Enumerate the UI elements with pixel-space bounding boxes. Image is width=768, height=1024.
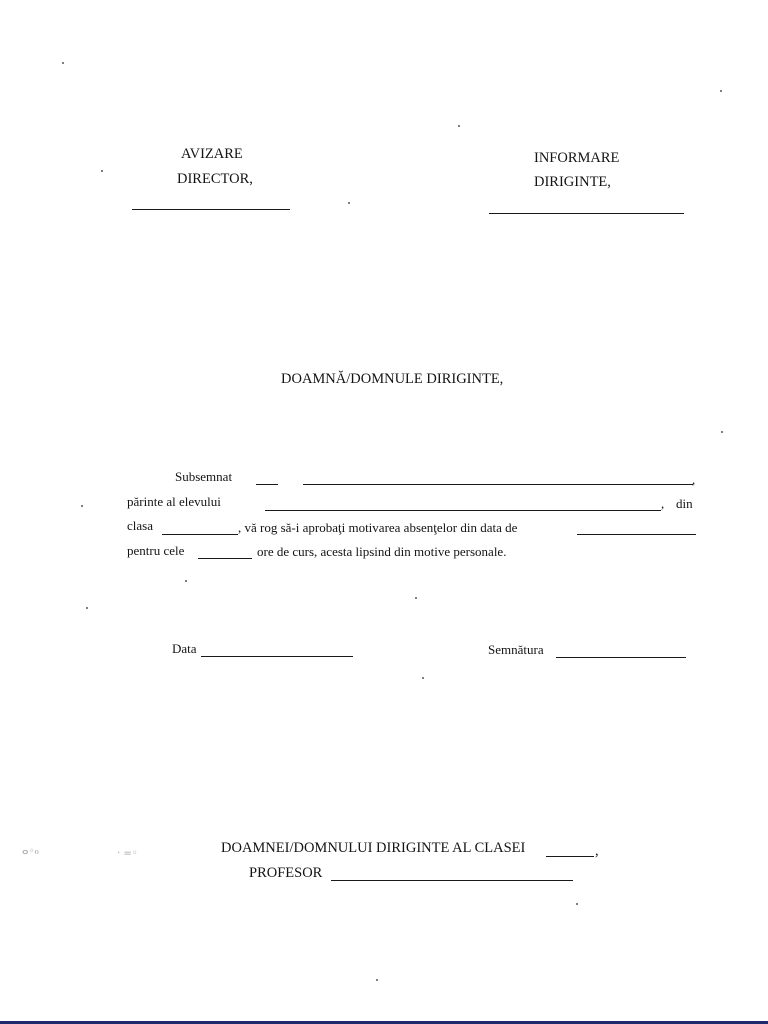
scan-speck xyxy=(376,979,378,981)
elev-name-blank[interactable] xyxy=(265,510,661,511)
subsemnat-short-blank xyxy=(256,484,278,485)
scan-speck xyxy=(576,903,578,905)
scan-speck xyxy=(458,125,460,127)
scan-smudge-mark: · =◦ xyxy=(117,848,138,859)
data-blank[interactable] xyxy=(201,656,353,657)
scan-speck xyxy=(348,202,350,204)
diriginte-label: DIRIGINTE, xyxy=(534,174,611,190)
clasa-label: clasa xyxy=(127,518,153,533)
director-signature-line xyxy=(132,209,290,210)
scan-speck xyxy=(86,607,88,609)
page-title: DOAMNĂ/DOMNULE DIRIGINTE, xyxy=(281,371,504,387)
ore-text: ore de curs, acesta lipsind din motive personale. xyxy=(257,544,507,559)
request-text: , vă rog să-i aprobaţi motivarea absenţelor din data de xyxy=(238,520,518,535)
director-label: DIRECTOR, xyxy=(177,171,253,187)
profesor-label: PROFESOR xyxy=(249,865,323,881)
informare-label: INFORMARE xyxy=(534,150,620,166)
clasa-blank[interactable] xyxy=(162,534,238,535)
date-blank[interactable] xyxy=(577,534,696,535)
semnatura-blank[interactable] xyxy=(556,657,686,658)
subsemnat-comma: , xyxy=(692,472,696,487)
pentru-label: pentru cele xyxy=(127,543,185,558)
parinte-label: părinte al elevului xyxy=(127,494,221,509)
diriginte-signature-line xyxy=(489,213,684,214)
scan-speck xyxy=(185,580,187,582)
data-label: Data xyxy=(172,641,197,656)
din-label: din xyxy=(676,496,693,511)
subsemnat-label: Subsemnat xyxy=(175,469,233,484)
scan-speck xyxy=(101,170,103,172)
avizare-label: AVIZARE xyxy=(181,146,243,162)
addressee-comma: , xyxy=(595,843,599,859)
semnatura-label: Semnătura xyxy=(488,642,544,657)
scan-speck xyxy=(81,505,83,507)
scan-speck xyxy=(720,90,722,92)
subsemnat-name-blank[interactable] xyxy=(303,484,693,485)
scan-smudge-mark: ⴰ◦ℴ xyxy=(22,846,39,857)
ore-blank[interactable] xyxy=(198,558,252,559)
scan-speck xyxy=(422,677,424,679)
scan-speck xyxy=(721,431,723,433)
elev-comma: , xyxy=(661,496,665,511)
profesor-blank[interactable] xyxy=(331,880,573,881)
addressee-text: DOAMNEI/DOMNULUI DIRIGINTE AL CLASEI xyxy=(221,840,526,856)
clasa-footer-blank[interactable] xyxy=(546,856,594,857)
scan-speck xyxy=(62,62,64,64)
scan-speck xyxy=(415,597,417,599)
